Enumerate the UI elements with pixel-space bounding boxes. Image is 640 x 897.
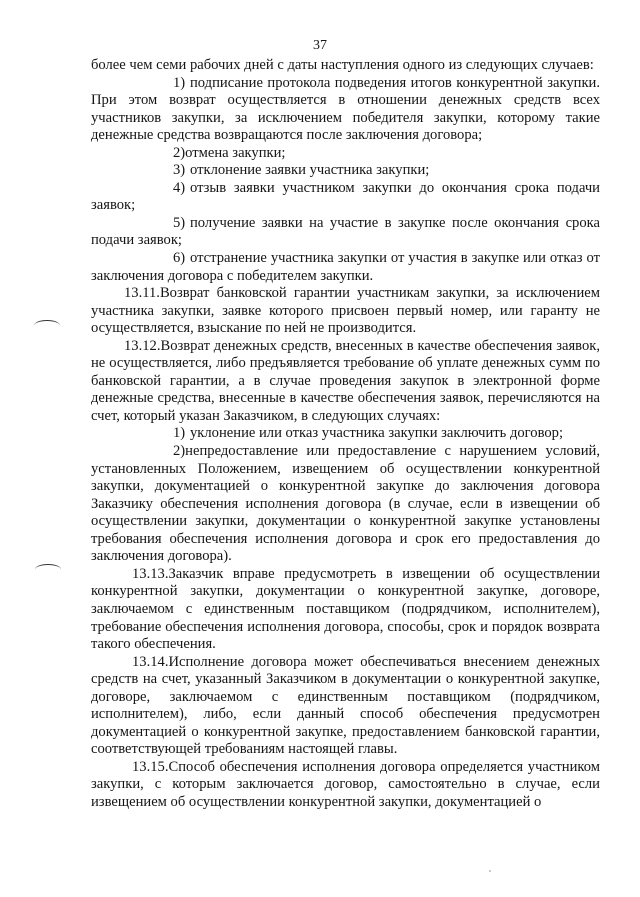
list-item-return-4: 4) отзыв заявки участником закупки до окончания срока подачи заявок; xyxy=(91,179,600,214)
list-number: 2) xyxy=(173,144,186,161)
scan-speck xyxy=(489,870,491,872)
list-number: 1) xyxy=(173,425,186,442)
paragraph-intro: более чем семи рабочих дней с даты наступления одного из следующих случаев: xyxy=(91,57,594,73)
list-item-forfeit-1: 1) уклонение или отказ участника закупки заключить договор; xyxy=(91,425,600,443)
list-number: 6) xyxy=(173,250,186,267)
clause-13-14: 13.14.Исполнение договора может обеспечиваться внесением денежных средств на счет, указанный Заказчиком в документации о конкурентной закупке, договоре, заключаемом с единственным поставщиком (подрядчиком, исполнителем), либо, если данный способ обеспечения предусмотрен документацией о конкурентной закупке, предоставлением банковской гарантии, соответствующей требованиям настоящей главы. xyxy=(91,653,600,758)
list-number: 3) xyxy=(173,162,186,179)
clause-13-12: 13.12.Возврат денежных средств, внесенных в качестве обеспечения заявок, не осуществляется, либо предъявляется требование об уплате денежных сумм по банковской гарантии, а в случае проведения закупок в электронной форме денежные средства, внесенные в качестве обеспечения заявок, перечисляются на счет, который указан Заказчиком, в следующих случаях: xyxy=(91,337,600,424)
margin-pen-mark xyxy=(35,564,61,575)
list-item-return-5: 5) получение заявки на участие в закупке после окончания срока подачи заявок; xyxy=(91,214,600,249)
list-item-return-3: 3) отклонение заявки участника закупки; xyxy=(91,162,600,180)
clause-13-13: 13.13.Заказчик вправе предусмотреть в извещении об осуществлении конкурентной закупки, документации о конкурентной закупке, договоре, заключаемом с единственным поставщиком (подрядчиком, исполнителем), требование обеспечения исполнения договора, способы, срок и порядок возврата такого обеспечения. xyxy=(91,565,600,653)
clause-13-11: 13.11.Возврат банковской гарантии участникам закупки, за исключением участника закупки, заявке которого присвоен первый номер, или гаранту не осуществляется, взыскание по ней не производится. xyxy=(91,285,600,337)
list-number: 4) xyxy=(173,179,186,196)
list-number: 1) xyxy=(173,74,186,91)
list-number: 5) xyxy=(173,214,186,231)
list-item-return-2: 2)отмена закупки; xyxy=(91,145,600,163)
document-body xyxy=(91,57,600,812)
list-number: 2) xyxy=(173,443,186,460)
list-item-return-6: 6) отстранение участника закупки от участия в закупке или отказ от заключения договора с победителем закупки. xyxy=(91,250,600,284)
clause-13-15: 13.15.Способ обеспечения исполнения договора определяется участником закупки, с которым заключается договор, самостоятельно в случае, если извещением об осуществлении конкурентной закупки, документацией о xyxy=(91,758,600,810)
list-item-return-1: 1) подписание протокола подведения итогов конкурентной закупки. При этом возврат осуществляется в отношении денежных средств всех участников закупки, за исключением победителя закупки, которому такие денежные средства возвращаются после заключения договора; xyxy=(91,74,600,144)
margin-pen-mark xyxy=(34,320,60,331)
page-number: 37 xyxy=(313,38,327,53)
list-item-forfeit-2: 2)непредоставление или предоставление с нарушением условий, установленных Положением, извещением об осуществлении конкурентной закупки, документацией о конкурентной закупке до заключения договора Заказчику обеспечения исполнения договора (в случае, если в извещении об осуществлении закупки, документации о конкурентной закупке установлены требования обеспечения исполнения договора и срок его предоставления до заключения договора). xyxy=(91,443,600,565)
